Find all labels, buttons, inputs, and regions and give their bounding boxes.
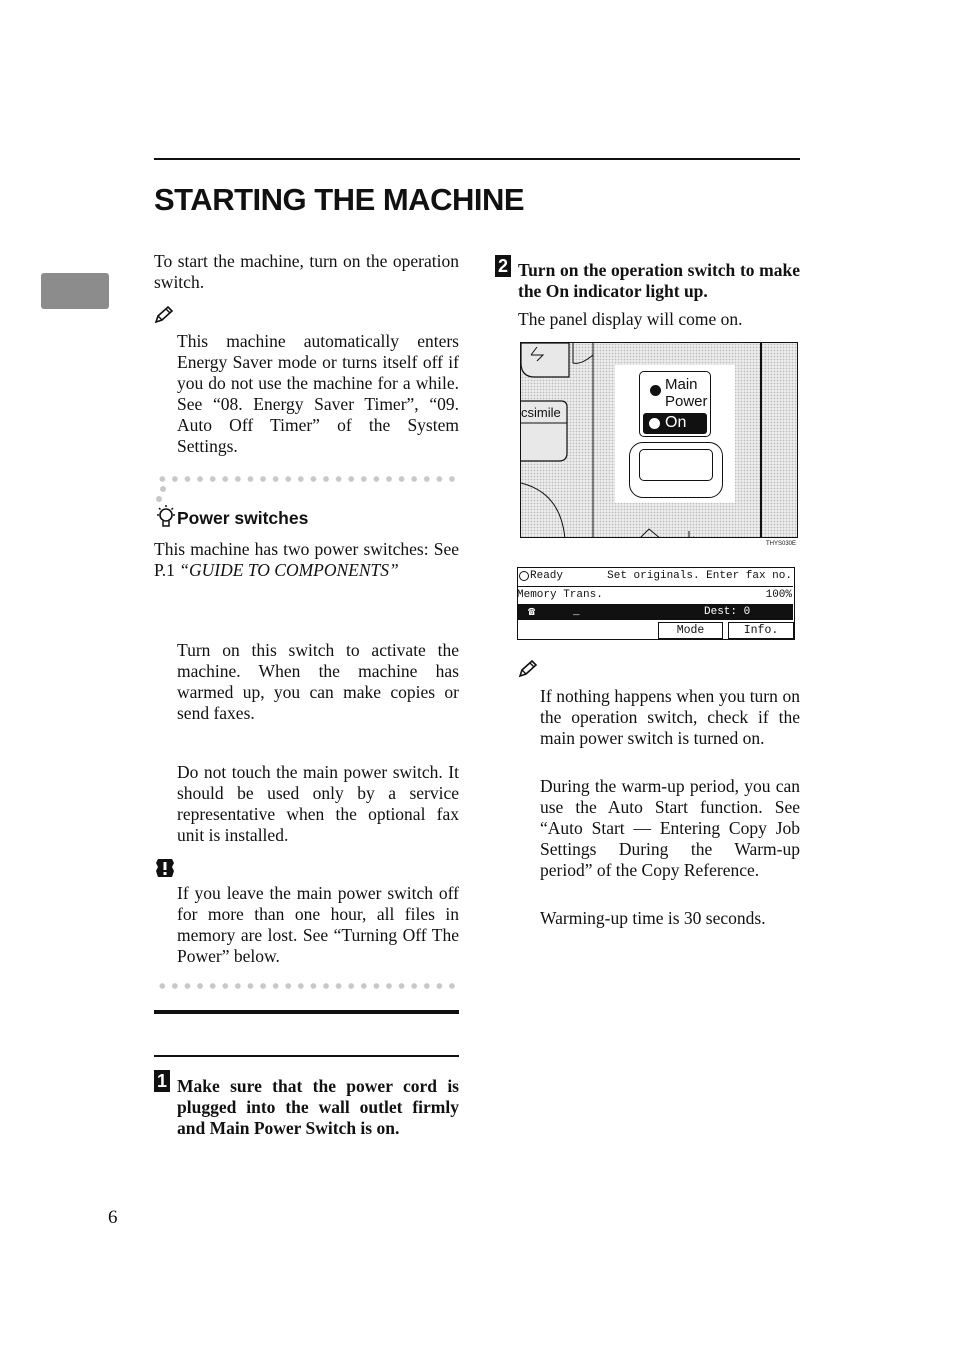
tip-bottom-border [156,983,460,989]
section-rule-thick [154,1010,459,1014]
guide-link[interactable]: “GUIDE TO COMPONENTS” [179,560,399,580]
tip-title: Power switches [177,508,309,528]
intro-text: To start the machine, turn on the operation switch. [154,251,459,292]
step-2-number: 2 [495,255,511,277]
power-switch-inset [615,365,735,503]
page-number: 6 [108,1207,118,1228]
lcd-info-button[interactable]: Info. [728,622,794,639]
control-panel-figure [520,342,798,538]
lcd-row-destination [518,604,793,620]
figure-code: THYS030E [766,541,797,547]
lcd-memory-text: Memory Trans. [517,589,603,601]
lcd-dest-count: Dest: 0 [704,606,751,618]
operation-switch-key[interactable] [639,449,713,481]
main-power-label-line1: Main [665,376,698,393]
step-2-text: Turn on the operation switch to make the On indicator light up. [518,260,800,301]
note-energy-saver: This machine automatically enters Energy Saver mode or turns itself off if you do not use the machine for a while. See “08. Energy Saver Timer”, “09. Auto Off Timer” of the System Settings. [177,331,459,456]
tip-top-border [156,476,460,482]
lcd-ready-text: Ready [530,570,564,582]
main-power-switch-text: Do not touch the main power switch. It should be used only by a service representative when the optional fax unit is installed. [177,762,459,845]
step-2-subtext: The panel display will come on. [518,309,743,329]
lcd-row-status [518,568,793,585]
page-title: STARTING THE MACHINE [154,182,525,217]
pencil-note-icon [154,306,174,324]
lcd-mode-button[interactable]: Mode [658,622,723,639]
ready-circle-icon [519,571,529,581]
tip-body-text: This machine has two power switches: See P.1 [154,539,459,580]
tip-dot [156,496,162,502]
step-1-number: 1 [154,1070,170,1092]
lcd-row-memory [518,587,793,604]
chapter-tab [41,273,109,309]
operation-switch-text: Turn on this switch to activate the machine. When the machine has warmed up, you can make copies or send faxes. [177,640,459,723]
on-label: On [665,414,687,431]
tip-body [154,539,459,581]
on-indicator-light-icon [649,418,660,429]
main-power-indicator-icon [650,385,661,396]
lcd-panel [517,567,795,640]
pencil-note-icon [518,660,538,678]
telephone-icon: ☎ [528,605,536,619]
step-1-text: Make sure that the power cord is plugged into the wall outlet firmly and Main Power Switch is on. [177,1076,459,1138]
note-check-main-power: If nothing happens when you turn on the operation switch, check if the main power switch is turned on. [540,686,800,748]
note-auto-start: During the warm-up period, you can use the Auto Start function. See “Auto Start — Entering Copy Job Settings During the Warm-up period” of the Copy Reference. [540,776,800,880]
lightbulb-icon [154,503,178,529]
header-rule [154,158,800,160]
main-power-label [665,376,708,410]
section-rule-thin [154,1055,459,1057]
facsimile-label: csimile [521,405,561,420]
on-indicator [643,413,707,434]
note-warmup-time: Warming-up time is 30 seconds. [540,908,766,928]
tip-dot [160,486,166,492]
lcd-cursor: _ [573,606,580,618]
important-icon [154,857,176,879]
lcd-instruction-text: Set originals. Enter fax no. [607,570,792,582]
main-power-label-line2: Power [665,393,708,410]
important-text: If you leave the main power switch off for more than one hour, all files in memory are lost. See “Turning Off The Power” below. [177,883,459,966]
lcd-memory-percent: 100% [765,589,792,601]
